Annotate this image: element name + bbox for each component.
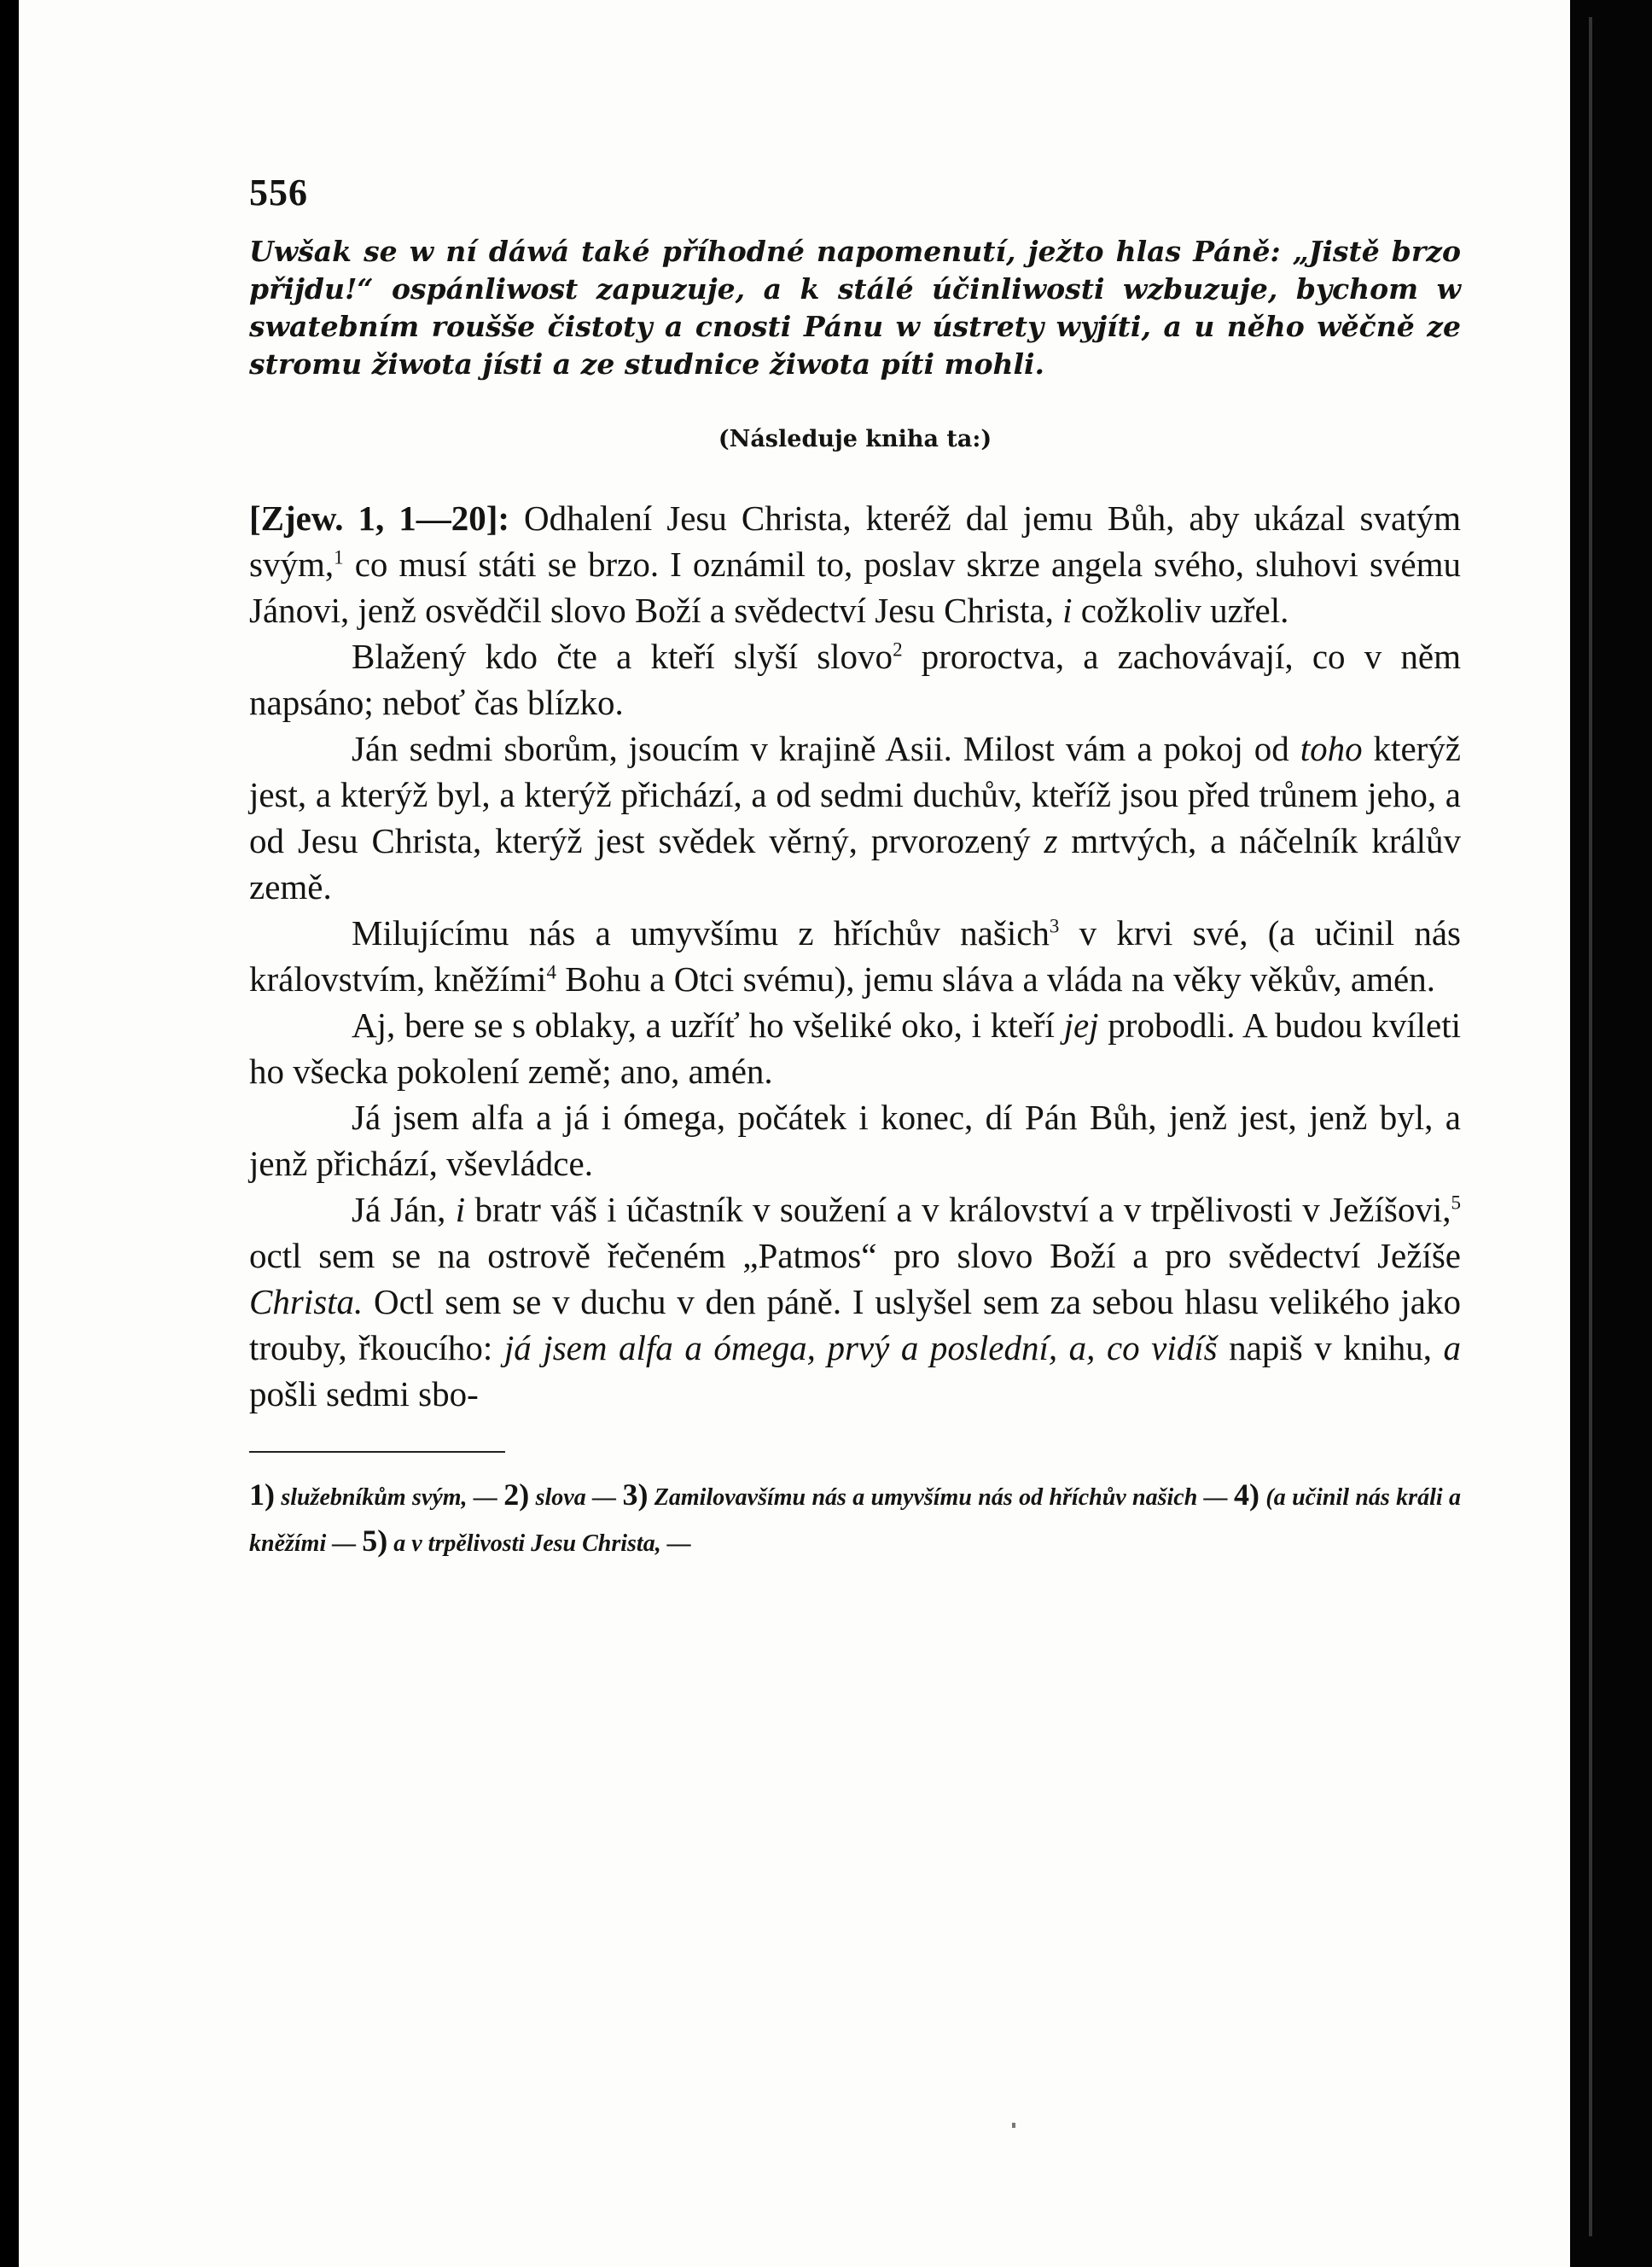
footnote-number: 3) bbox=[622, 1477, 649, 1512]
verse-text: Aj, bere se s oblaky, a uzříť ho všeliké oko, i kteří bbox=[352, 1005, 1064, 1045]
verse-text: Blažený kdo čte a kteří slyší slovo bbox=[352, 637, 893, 676]
verse-paragraph bbox=[249, 1186, 1461, 1417]
footnotes bbox=[249, 1473, 1461, 1565]
verse-italic: i bbox=[1062, 591, 1073, 630]
verse-italic: a bbox=[1443, 1328, 1461, 1367]
verse-italic: toho bbox=[1300, 729, 1363, 768]
verse-text: Octl sem se v duchu v den páně. I uslyšel sem za sebou hlasu velikého jako trouby, řkoucího: bbox=[249, 1282, 1461, 1367]
verse-text: v krvi své, (a učinil nás královstvím, kněžími bbox=[249, 913, 1461, 999]
footnote-text: služebníkům svým, — bbox=[275, 1484, 504, 1511]
footnote-text: (a učinil nás králi a kněžími — bbox=[249, 1484, 1461, 1557]
footnote-text: slova — bbox=[529, 1484, 623, 1511]
footnote-number: 5) bbox=[362, 1524, 388, 1558]
footnote-divider bbox=[249, 1451, 505, 1453]
footnote-marker: 2 bbox=[893, 638, 903, 661]
verse-paragraph bbox=[249, 1094, 1461, 1186]
verse-paragraph bbox=[249, 495, 1461, 633]
verse-text: bratr váš i účastník v soužení a v království a v trpělivosti v Ježíšovi, bbox=[465, 1190, 1451, 1229]
verse-text: co musí státi se brzo. I oznámil to, poslav skrze angela svého, sluhovi svému Jánovi, jenž osvědčil slovo Boží a svědectví Jesu Christa, bbox=[249, 545, 1461, 630]
verse-text: pošli sedmi sbo- bbox=[249, 1374, 479, 1413]
scan-border-left bbox=[0, 0, 19, 2267]
intro-paragraph: Uwšak se w ní dáwá také příhodné napomenutí, ježto hlas Páně: „Jistě brzo přijdu!“ ospánliwost zapuzuje, a k stálé účinliwosti wzbuzuje, bychom w swatebním roušše čistoty a cnosti Pánu w ústrety wyjíti, a u něho wěčně ze stromu žiwota jísti a ze studnice žiwota píti mohli. bbox=[249, 235, 1461, 381]
footnote-marker: 4 bbox=[546, 961, 556, 983]
verse-text: cožkoliv uzřel. bbox=[1072, 591, 1289, 630]
chapter-reference: [Zjew. 1, 1—20]: bbox=[249, 498, 509, 538]
verse-text: octl sem se na ostrově řečeném „Patmos“ pro slovo Boží a pro svědectví Ježíše bbox=[249, 1236, 1461, 1275]
section-heading: (Následuje kniha ta:) bbox=[718, 426, 992, 452]
verse-paragraph bbox=[249, 910, 1461, 1002]
verse-text: proroctva, a zachovávají, co v něm napsáno; neboť čas blízko. bbox=[249, 637, 1461, 722]
verse-text: Bohu a Otci svému), jemu sláva a vláda na věky věkův, amén. bbox=[556, 959, 1435, 999]
verse-italic: z bbox=[1044, 821, 1058, 860]
footnote-text: Zamilovavšímu nás a umyvšímu nás od hříchův našich — bbox=[648, 1484, 1235, 1511]
verse-text: Ján sedmi sborům, jsoucím v krajině Asii. Milost vám a pokoj od bbox=[352, 729, 1300, 768]
page-number: 556 bbox=[249, 172, 308, 213]
footnote-text: a v trpělivosti Jesu Christa, — bbox=[387, 1530, 691, 1557]
verse-text: Milujícímu nás a umyvšímu z hříchův našich bbox=[352, 913, 1050, 953]
scan-border-right bbox=[1570, 0, 1652, 2267]
verse-text: kterýž jest, a kterýž byl, a kterýž přichází, a od sedmi duchův, kteříž jsou před trůnem jeho, a od Jesu Christa, kterýž jest svědek věrný, prvorozený bbox=[249, 729, 1461, 860]
verse-italic: i bbox=[455, 1190, 466, 1229]
scan-speck bbox=[1012, 2123, 1015, 2128]
verse-italic: Christa. bbox=[249, 1282, 364, 1321]
verse-text: mrtvých, a náčelník králův země. bbox=[249, 821, 1462, 906]
footnote-number: 2) bbox=[503, 1477, 530, 1512]
footnote-marker: 5 bbox=[1451, 1192, 1461, 1214]
footnote-marker: 1 bbox=[334, 546, 344, 568]
verse-italic: jej bbox=[1063, 1005, 1099, 1045]
book-page bbox=[19, 0, 1570, 2267]
footnote-number: 1) bbox=[249, 1477, 275, 1512]
verse-text: Odhalení Jesu Christa, kteréž dal jemu Bůh, aby ukázal svatým svým, bbox=[249, 498, 1461, 584]
scan-edge-line bbox=[1589, 17, 1592, 2236]
verse-text: Já jsem alfa a já i ómega, počátek i konec, dí Pán Bůh, jenž jest, jenž byl, a jenž přichází, vševládce. bbox=[249, 1098, 1461, 1183]
verse-text: napiš v knihu, bbox=[1217, 1328, 1444, 1367]
page-content bbox=[249, 171, 1461, 1565]
verse-paragraph bbox=[249, 726, 1461, 910]
verse-paragraph bbox=[249, 633, 1461, 726]
verse-paragraph bbox=[249, 1002, 1461, 1094]
footnote-number: 4) bbox=[1234, 1477, 1260, 1512]
footnote-marker: 3 bbox=[1049, 915, 1060, 937]
verse-italic: já jsem alfa a ómega, prvý a poslední, a, co vidíš bbox=[503, 1328, 1218, 1367]
verse-text: Já Ján, bbox=[352, 1190, 456, 1229]
verse-text: probodli. A budou kvíleti ho všecka pokolení země; ano, amén. bbox=[249, 1005, 1461, 1091]
